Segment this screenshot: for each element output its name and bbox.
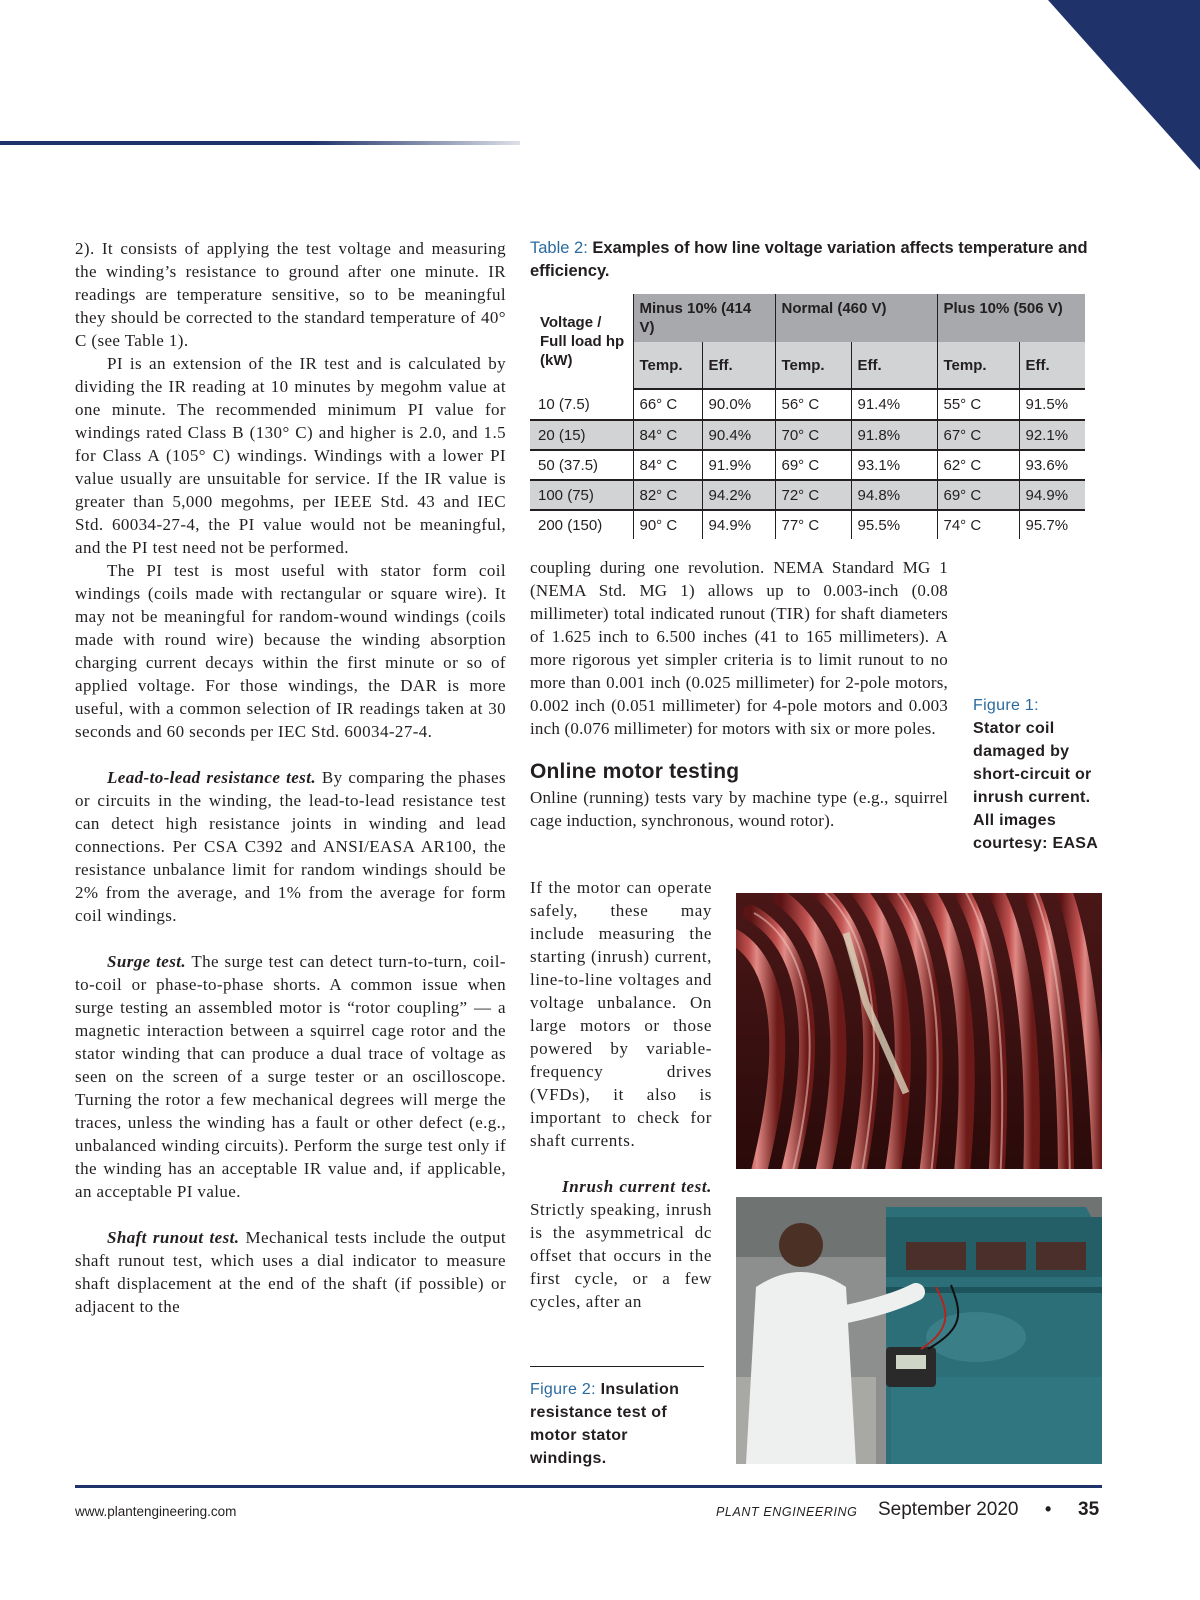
table-group-minus: Minus 10% (414 V) [633,294,775,342]
inrush-title: Inrush current test. [562,1177,712,1196]
voltage-variation-table [530,294,1085,539]
table-block [530,237,1090,539]
footer-bullet: • [1045,1499,1052,1519]
right-paragraph-1: coupling during one revolution. NEMA Standard MG 1 (NEMA Std. MG 1) allows up to 0.003-inch (0.08 millimeter) total indicated runout (TIR) for shaft diameters of 1.625 inch to 6.500 inches (41 to 165 millimeters). A more rigorous yet simpler criteria is to limit runout to no more than 0.001 inch (0.025 millimeter) for 2-pole motors, 0.002 inch (0.051 millimeter) for 4-pole motors and 0.003 inch (0.076 millimeter) for motors with six or more poles. [530,558,948,738]
right-column-narrow [530,876,712,1313]
header-rule [0,141,520,145]
footer-magazine: PLANT ENGINEERING [716,1505,858,1519]
table-row: 100 (75) 82° C 94.2% 72° C 94.8% 69° C 94.9% [530,480,1085,510]
figure2-caption: Figure 2: Insulation resistance test of motor stator windings. [530,1381,680,1467]
lead-to-lead-text: By comparing the phases or circuits in the winding, the lead-to-lead resistance test can detect high resistance joints in winding and lead connections. Per CSA C392 and ANSI/EASA AR100, the resistance unbalance limit for random windings should be 2% from the average, and 1% from the average for form coil windings. [75,768,506,925]
table-row-header: Voltage / Full load hp (kW) [540,314,625,369]
subheader-eff: Eff. [1019,342,1085,389]
left-column [75,237,506,1318]
figure1-label: Figure 1: [973,697,1039,714]
footer-url[interactable]: www.plantengineering.com [75,1504,237,1519]
table-group-plus: Plus 10% (506 V) [937,294,1085,342]
inrush-text: Strictly speaking, inrush is the asymmetrical dc offset that occurs in the first cycle, or a few cycles, after an [530,1200,712,1311]
lead-to-lead-paragraph [75,766,506,927]
page-number: 35 [1078,1499,1100,1520]
section-heading: Online motor testing [530,760,740,783]
insulation-test-photo [736,1197,1102,1464]
subheader-eff: Eff. [702,342,775,389]
table-group-normal: Normal (460 V) [775,294,937,342]
table-row: 10 (7.5) 66° C 90.0% 56° C 91.4% 55° C 91.5% [530,389,1085,420]
surge-test-title: Surge test. [107,952,187,971]
left-paragraph-3: The PI test is most useful with stator form coil windings (coils made with rectangular or square wire). It may not be meaningful for random-wound windings (coils made with round wire) because the winding absorption charging current decays within the first minute or so of applied voltage. For those windings, the DAR is more useful, with a common selection of IR readings taken at 30 seconds and 60 seconds per IEC Std. 60034-27-4. [75,561,506,741]
footer-date: September 2020 [878,1499,1019,1520]
table-label: Table 2: [530,239,588,257]
subheader-temp: Temp. [633,342,702,389]
inrush-paragraph [530,1175,712,1313]
subheader-eff: Eff. [851,342,937,389]
footer-rule [75,1485,1102,1488]
corner-accent [1020,0,1200,170]
left-paragraph-2: PI is an extension of the IR test and is calculated by dividing the IR reading at 10 minutes by megohm value at one minute. The recommended minimum PI value for windings rated Class B (130° C) and higher is 2.0, and 1.5 for Class A (105° C) windings. Windings with a lower PI value usually are unsuitable for service. If the IR value is greater than 5,000 megohms, per IEEE Std. 43 and IEC Std. 60034-27-4, the PI value would not be meaningful, and the PI test need not be performed. [75,354,506,557]
caption-divider [530,1366,704,1367]
figure1-caption [973,694,1113,855]
stator-coil-photo [736,893,1102,1169]
left-paragraph-1: 2). It consists of applying the test voltage and measuring the winding’s resistance to ground after one minute. IR readings are temperature sensitive, so to be meaningful they should be corrected to the standard temperature of 40° C (see Table 1). [75,239,506,350]
lead-to-lead-title: Lead-to-lead resistance test. [107,768,316,787]
right-column-upper [530,556,948,832]
table-row: 50 (37.5) 84° C 91.9% 69° C 93.1% 62° C 93.6% [530,450,1085,480]
table-title: Table 2: Examples of how line voltage variation affects temperature and efficiency. [530,239,1088,280]
right-paragraph-3: If the motor can operate safely, these may include measuring the starting (inrush) current, line-to-line voltages and voltage unbalance. On large motors or those powered by variable-frequency drives (VFDs), it also is important to check for shaft currents. [530,878,712,1150]
shaft-runout-text: Mechanical tests include the output shaft runout test, which uses a dial indicator to measure shaft displacement at the end of the shaft (if possible) or adjacent to the [75,1228,506,1316]
subheader-temp: Temp. [937,342,1019,389]
figure2-label: Figure 2: [530,1381,596,1398]
surge-test-text: The surge test can detect turn-to-turn, coil-to-coil or phase-to-phase shorts. A common issue when surge testing an assembled motor is “rotor coupling” — a magnetic interaction between a squirrel cage rotor and the stator winding that can produce a dual trace of voltage as seen on the screen of a surge tester or an oscilloscope. Turning the rotor a few mechanical degrees will merge the traces, unless the winding has a fault or other defect (e.g., unbalanced winding circuits). Perform the surge test only if the winding has an acceptable IR value and, if applicable, an acceptable PI value. [75,952,506,1201]
right-paragraph-2: Online (running) tests vary by machine type (e.g., squirrel cage induction, synchronous, wound rotor). [530,788,948,830]
table-row: 20 (15) 84° C 90.4% 70° C 91.8% 67° C 92.1% [530,420,1085,450]
subheader-temp: Temp. [775,342,851,389]
figure1-caption-text: Stator coil damaged by short-circuit or inrush current. All images courtesy: EASA [973,720,1099,852]
shaft-runout-paragraph [75,1226,506,1318]
table-row: 200 (150) 90° C 94.9% 77° C 95.5% 74° C 95.7% [530,510,1085,539]
surge-test-paragraph [75,950,506,1203]
shaft-runout-title: Shaft runout test. [107,1228,240,1247]
